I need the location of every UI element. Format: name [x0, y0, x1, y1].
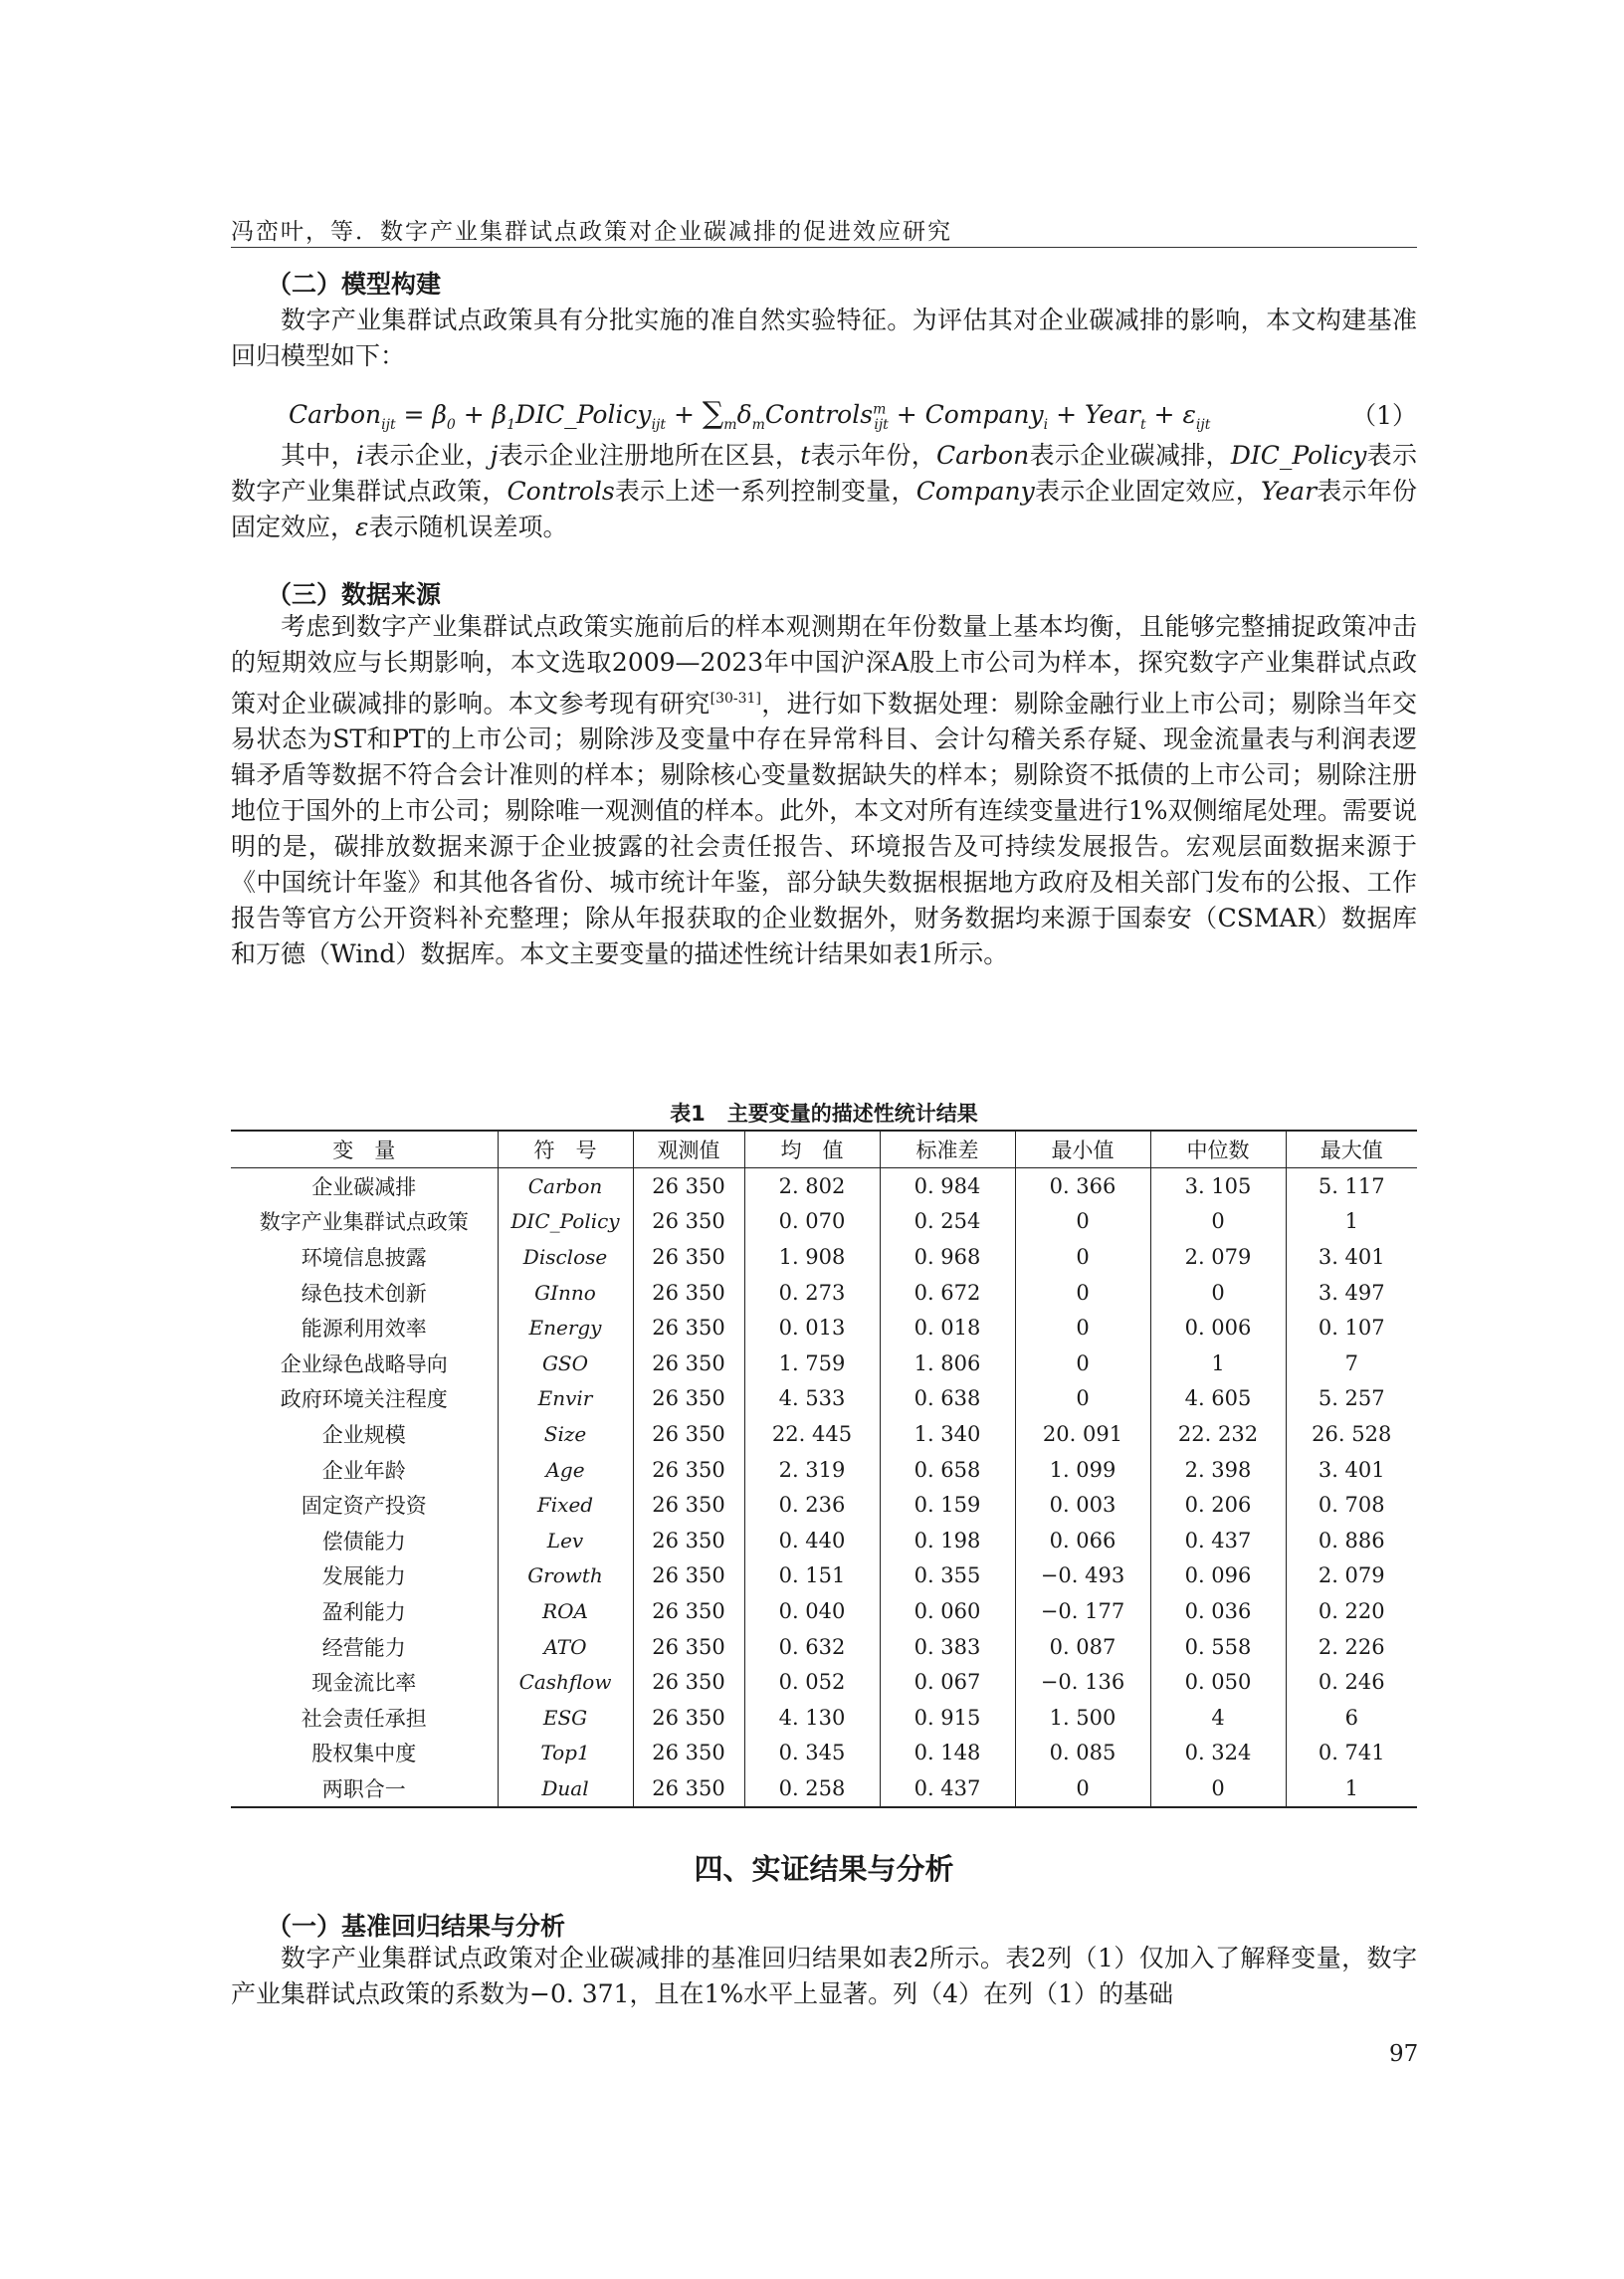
table-cell: 经营能力	[321, 1635, 406, 1660]
table-cell: 0. 052	[744, 1664, 880, 1700]
table-cell: 0. 355	[880, 1558, 1015, 1594]
table-cell: DIC_Policy	[498, 1204, 633, 1240]
table-cell: 绿色技术创新	[301, 1281, 427, 1306]
table-cell: 0	[1015, 1346, 1150, 1381]
table-cell: 2. 079	[1150, 1239, 1286, 1275]
table-cell: 0	[1015, 1381, 1150, 1417]
table-cell: Age	[498, 1452, 633, 1488]
table-cell: 26 350	[633, 1416, 744, 1452]
table-cell: 0	[1015, 1770, 1150, 1807]
table-cell: 0. 324	[1150, 1736, 1286, 1771]
table-cell: 企业碳减排	[311, 1174, 417, 1199]
table-cell: 6	[1286, 1700, 1417, 1736]
table-cell: 0. 159	[880, 1487, 1015, 1523]
table-cell: 0	[1015, 1275, 1150, 1311]
table-cell: 0. 206	[1150, 1487, 1286, 1523]
table-cell: 0. 198	[880, 1523, 1015, 1558]
table-header-row	[231, 1131, 1417, 1168]
table-cell: 社会责任承担	[301, 1706, 427, 1731]
table-cell: 0. 638	[880, 1381, 1015, 1417]
table-cell: 1. 759	[744, 1346, 880, 1381]
table-cell: 22. 445	[744, 1416, 880, 1452]
table-cell: 0. 151	[744, 1558, 880, 1594]
col-header: 标准差	[880, 1131, 1015, 1168]
chapter-heading: 四、实证结果与分析	[694, 1852, 954, 1886]
table-cell: 26 350	[633, 1239, 744, 1275]
table-cell: 0. 258	[744, 1770, 880, 1807]
table-row	[231, 1700, 1417, 1736]
table-cell: 4. 533	[744, 1381, 880, 1417]
table-cell: 7	[1286, 1346, 1417, 1381]
table-cell: 26 350	[633, 1736, 744, 1771]
table-cell: 0. 036	[1150, 1593, 1286, 1629]
table-cell: 0	[1015, 1204, 1150, 1240]
table-row	[231, 1346, 1417, 1381]
table-cell: 1. 806	[880, 1346, 1015, 1381]
table-cell: 0. 741	[1286, 1736, 1417, 1771]
table-body	[231, 1168, 1417, 1807]
section-heading-model: （二）模型构建	[267, 270, 442, 299]
table-cell: 0. 236	[744, 1487, 880, 1523]
table1-caption: 表1 主要变量的描述性统计结果	[670, 1102, 978, 1126]
table-cell: Growth	[498, 1558, 633, 1594]
table-cell: 0. 968	[880, 1239, 1015, 1275]
table-cell: 0	[1150, 1204, 1286, 1240]
table-cell: 4	[1150, 1700, 1286, 1736]
table-cell: 2. 226	[1286, 1629, 1417, 1665]
table-cell: 0. 254	[880, 1204, 1015, 1240]
table-cell: 0. 658	[880, 1452, 1015, 1488]
table-cell: 0. 440	[744, 1523, 880, 1558]
table-cell: 企业年龄	[321, 1458, 406, 1483]
table-row	[231, 1168, 1417, 1204]
table-cell: 0. 366	[1015, 1168, 1150, 1204]
table-cell: 两职合一	[231, 1770, 498, 1807]
table-cell: 1. 908	[744, 1239, 880, 1275]
table-cell: 盈利能力	[321, 1599, 406, 1624]
table-cell: 0. 558	[1150, 1629, 1286, 1665]
table-cell: 0	[1015, 1239, 1150, 1275]
table-cell: 0. 107	[1286, 1310, 1417, 1346]
table-cell: 0. 437	[880, 1770, 1015, 1807]
table-cell: 2. 398	[1150, 1452, 1286, 1488]
table-cell: 26 350	[633, 1168, 744, 1204]
table-cell: 3. 105	[1150, 1168, 1286, 1204]
equation-body: Carbon$_{ijt}$ = $\beta_0$ + $\beta_1DIC\_Policy_{ijt}$ + $\sum_m\delta_mControls^m_{ijt}$ + Company$_i$ + Year$_t$ + $\varepsilon_{ijt}$	[289, 396, 1211, 433]
table-cell: 3. 401	[1286, 1239, 1417, 1275]
table-row	[231, 1310, 1417, 1346]
table-cell: 0. 708	[1286, 1487, 1417, 1523]
table-cell: 0. 148	[880, 1736, 1015, 1771]
table-cell: ATO	[498, 1629, 633, 1665]
table-cell: 26 350	[633, 1275, 744, 1311]
table-cell: Fixed	[498, 1487, 633, 1523]
table-cell: Carbon	[498, 1168, 633, 1204]
table-cell: 能源利用效率	[301, 1317, 427, 1342]
table-cell: Disclose	[498, 1239, 633, 1275]
table-cell: 0. 060	[880, 1593, 1015, 1629]
table-row	[231, 1452, 1417, 1488]
table-row	[231, 1416, 1417, 1452]
table-cell: 1. 340	[880, 1416, 1015, 1452]
table-cell: 4. 130	[744, 1700, 880, 1736]
table-cell: 0	[1150, 1770, 1286, 1807]
table-row	[231, 1523, 1417, 1558]
table-cell: 26 350	[633, 1452, 744, 1488]
table-cell: 政府环境关注程度	[280, 1387, 448, 1412]
table-cell: 0. 087	[1015, 1629, 1150, 1665]
table-cell: 0. 085	[1015, 1736, 1150, 1771]
table-row	[231, 1275, 1417, 1311]
descriptive-stats-table	[231, 1130, 1417, 1808]
col-header: 符 号	[498, 1131, 633, 1168]
table-cell: 26 350	[633, 1629, 744, 1665]
table-cell: 20. 091	[1015, 1416, 1150, 1452]
table-cell: GSO	[498, 1346, 633, 1381]
table-cell: Envir	[498, 1381, 633, 1417]
table-cell: 0. 984	[880, 1168, 1015, 1204]
table-cell: 26 350	[633, 1593, 744, 1629]
table-cell: 0. 006	[1150, 1310, 1286, 1346]
col-header: 中位数	[1150, 1131, 1286, 1168]
variable-explanation: 其中，i表示企业，j表示企业注册地所在区县，t表示年份，Carbon表示企业碳减排，DIC_Policy表示数字产业集群试点政策，Controls表示上述一系列控制变量，Company表示企业固定效应，Year表示年份固定效应，ε表示随机误差项。	[231, 441, 1417, 541]
table-cell: 0. 220	[1286, 1593, 1417, 1629]
col-header: 均 值	[744, 1131, 880, 1168]
table-row	[231, 1381, 1417, 1417]
table-cell: 0. 013	[744, 1310, 880, 1346]
table-cell: 22. 232	[1150, 1416, 1286, 1452]
table-cell: 0. 345	[744, 1736, 880, 1771]
table-cell: 26 350	[633, 1310, 744, 1346]
table-cell: 0. 383	[880, 1629, 1015, 1665]
table-cell: 0	[1150, 1275, 1286, 1311]
table-cell: 26 350	[633, 1770, 744, 1807]
table-cell: 企业绿色战略导向	[280, 1351, 448, 1376]
citation-ref: [30-31]	[710, 691, 761, 707]
table-cell: 2. 802	[744, 1168, 880, 1204]
data-source-paragraph: 考虑到数字产业集群试点政策实施前后的样本观测期在年份数量上基本均衡，且能够完整捕捉政策冲击的短期效应与长期影响，本文选取2009—2023年中国沪深A股上市公司为样本，探究数字产业集群试点政策对企业碳减排的影响。本文参考现有研究[30-31]，进行如下数据处理：剔除金融行业上市公司；剔除当年交易状态为ST和PT的上市公司；剔除涉及变量中存在异常科目、会计勾稽关系存疑、现金流量表与利润表逻辑矛盾等数据不符合会计准则的样本；剔除核心变量数据缺失的样本；剔除资不抵债的上市公司；剔除注册地位于国外的上市公司；剔除唯一观测值的样本。此外，本文对所有连续变量进行1%双侧缩尾处理。需要说明的是，碳排放数据来源于企业披露的社会责任报告、环境报告及可持续发展报告。宏观层面数据来源于《中国统计年鉴》和其他各省份、城市统计年鉴，部分缺失数据根据地方政府及相关部门发布的公报、工作报告等官方公开资料补充整理；除从年报获取的企业数据外，财务数据均来源于国泰安（CSMAR）数据库和万德（Wind）数据库。本文主要变量的描述性统计结果如表1所示。	[231, 612, 1418, 969]
table-cell: 2. 319	[744, 1452, 880, 1488]
table-cell: Dual	[498, 1770, 633, 1807]
table-row	[231, 1558, 1417, 1594]
table-row	[231, 1204, 1417, 1240]
table-row	[231, 1629, 1417, 1665]
table-cell: 0. 273	[744, 1275, 880, 1311]
table-cell: 26 350	[633, 1487, 744, 1523]
regression-equation	[289, 396, 1417, 436]
table-cell: 26 350	[633, 1664, 744, 1700]
table-cell: 0. 066	[1015, 1523, 1150, 1558]
table-row	[231, 1664, 1417, 1700]
table-cell: 发展能力	[321, 1564, 406, 1589]
col-header: 最大值	[1286, 1131, 1417, 1168]
table-cell: Energy	[498, 1310, 633, 1346]
table-cell: 26 350	[633, 1381, 744, 1417]
table-cell: 0. 070	[744, 1204, 880, 1240]
table-cell: Top1	[498, 1736, 633, 1771]
equation-number: （1）	[1351, 401, 1417, 430]
baseline-paragraph: 数字产业集群试点政策对企业碳减排的基准回归结果如表2所示。表2列（1）仅加入了解释变量，数字产业集群试点政策的系数为−0. 371，且在1%水平上显著。列（4）在列（1）的基础	[231, 1944, 1417, 2008]
table-cell: 1. 099	[1015, 1452, 1150, 1488]
table-cell: 固定资产投资	[301, 1494, 427, 1519]
table-cell: 26 350	[633, 1523, 744, 1558]
header-rule	[231, 247, 1417, 248]
table-cell: 5. 117	[1286, 1168, 1417, 1204]
table-row	[231, 1593, 1417, 1629]
table-cell: 0. 067	[880, 1664, 1015, 1700]
table-cell: 0. 672	[880, 1275, 1015, 1311]
table-cell: 股权集中度	[311, 1742, 417, 1766]
table-row	[231, 1487, 1417, 1523]
table-cell: Cashflow	[498, 1664, 633, 1700]
table-cell: 26 350	[633, 1204, 744, 1240]
table-cell: −0. 177	[1015, 1593, 1150, 1629]
table-cell: 现金流比率	[311, 1671, 417, 1696]
table-cell: 0. 096	[1150, 1558, 1286, 1594]
section-heading-data: （三）数据来源	[267, 580, 442, 609]
table-cell: 1	[1150, 1346, 1286, 1381]
table-cell: 0. 050	[1150, 1664, 1286, 1700]
table-cell: ESG	[498, 1700, 633, 1736]
table-cell: 0. 437	[1150, 1523, 1286, 1558]
model-paragraph: 数字产业集群试点政策具有分批实施的准自然实验特征。为评估其对企业碳减排的影响，本文构建基准回归模型如下：	[231, 306, 1417, 370]
table-cell: 26 350	[633, 1558, 744, 1594]
table-cell: 26. 528	[1286, 1416, 1417, 1452]
table-cell: 0. 632	[744, 1629, 880, 1665]
table-cell: 1	[1286, 1770, 1417, 1807]
table-cell: 0. 018	[880, 1310, 1015, 1346]
table-row	[231, 1770, 1417, 1807]
table-cell: 0. 886	[1286, 1523, 1417, 1558]
subsection-heading-baseline: （一）基准回归结果与分析	[267, 1912, 566, 1941]
table-cell: 2. 079	[1286, 1558, 1417, 1594]
table-cell: 0. 003	[1015, 1487, 1150, 1523]
table-row	[231, 1239, 1417, 1275]
page-number: 97	[1389, 2041, 1419, 2067]
table-cell: 4. 605	[1150, 1381, 1286, 1417]
table-cell: −0. 136	[1015, 1664, 1150, 1700]
table-cell: Lev	[498, 1523, 633, 1558]
table-cell: 0. 915	[880, 1700, 1015, 1736]
table-cell: 1. 500	[1015, 1700, 1150, 1736]
table-cell: 0	[1015, 1310, 1150, 1346]
table-cell: −0. 493	[1015, 1558, 1150, 1594]
table-cell: 1	[1286, 1204, 1417, 1240]
table-cell: 企业规模	[321, 1422, 406, 1447]
col-header: 观测值	[633, 1131, 744, 1168]
table-cell: GInno	[498, 1275, 633, 1311]
table-row	[231, 1736, 1417, 1771]
table-cell: 3. 401	[1286, 1452, 1417, 1488]
table-cell: 5. 257	[1286, 1381, 1417, 1417]
table-cell: 0. 040	[744, 1593, 880, 1629]
table-cell: 环境信息披露	[301, 1245, 427, 1270]
table-cell: 3. 497	[1286, 1275, 1417, 1311]
col-header: 最小值	[1015, 1131, 1150, 1168]
running-head: 冯峦叶，等．数字产业集群试点政策对企业碳减排的促进效应研究	[231, 219, 952, 245]
table-cell: 数字产业集群试点政策	[259, 1210, 469, 1235]
table-cell: Size	[498, 1416, 633, 1452]
table-cell: 0. 246	[1286, 1664, 1417, 1700]
table-cell: 26 350	[633, 1700, 744, 1736]
table-cell: 偿债能力	[321, 1529, 406, 1554]
table-cell: ROA	[498, 1593, 633, 1629]
col-header: 变 量	[231, 1131, 498, 1168]
table-cell: 26 350	[633, 1346, 744, 1381]
